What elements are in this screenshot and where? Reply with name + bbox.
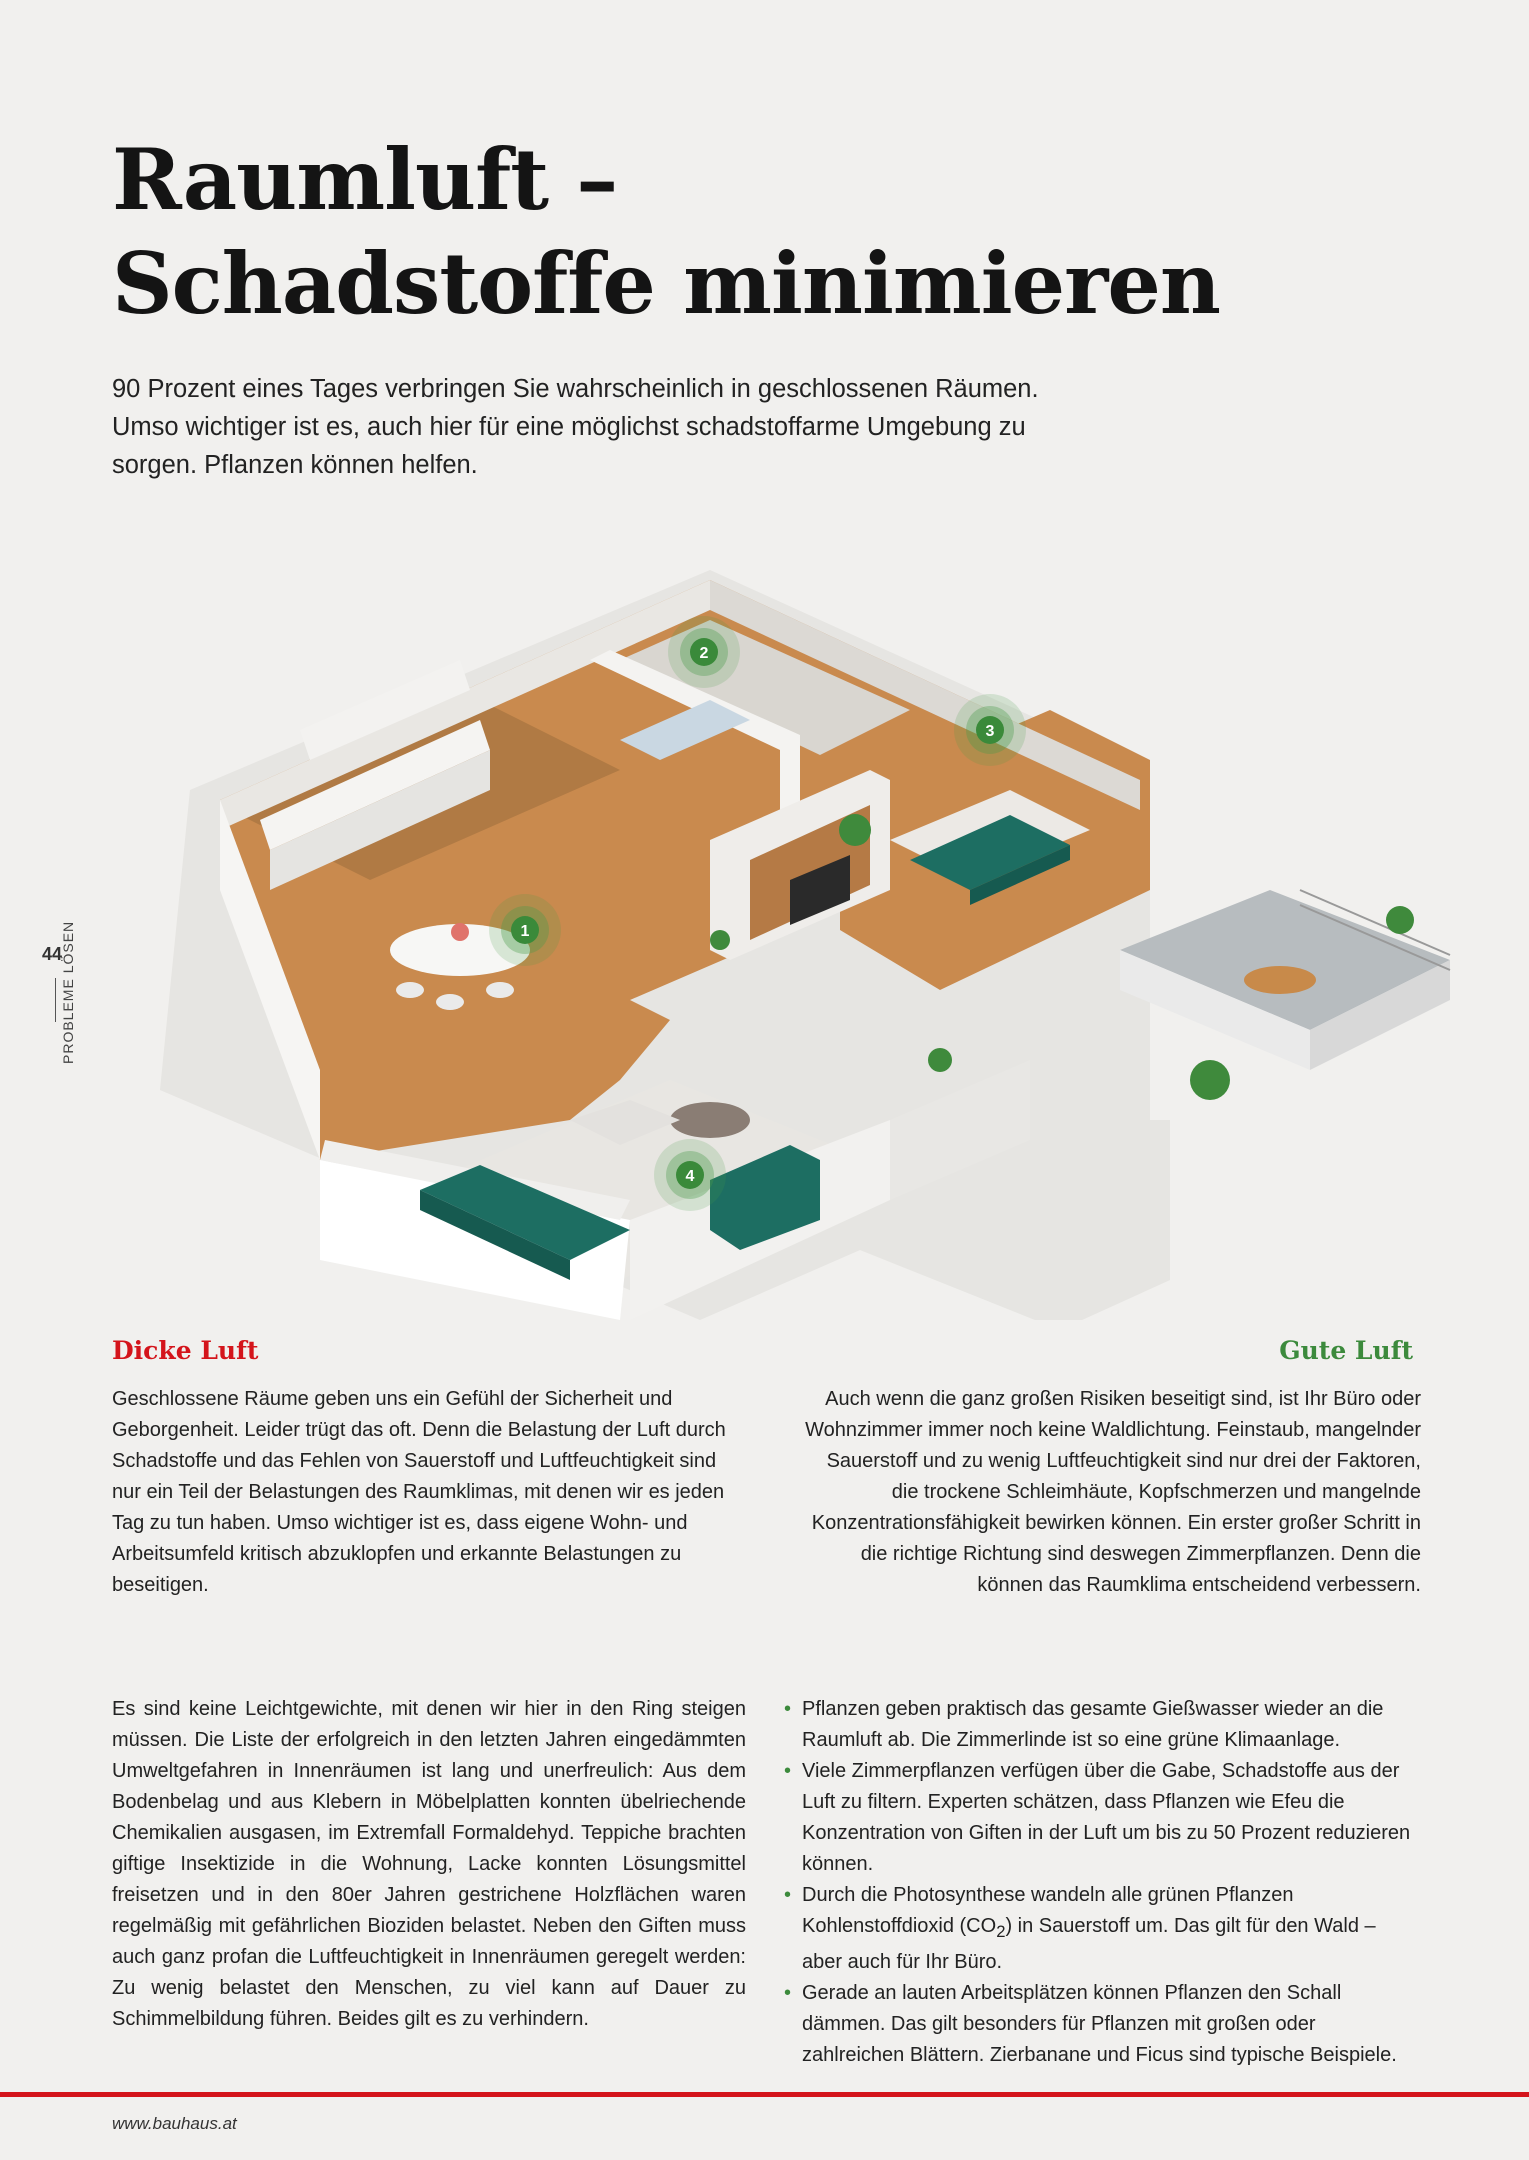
- lead-paragraph: 90 Prozent eines Tages verbringen Sie wahrscheinlich in geschlossenen Räumen. Umso wichtiger ist es, auch hier für eine möglichst schadstoffarme Umgebung zu sorgen. Pflanzen können helfen.: [112, 375, 1039, 479]
- list-item: • Gerade an lauten Arbeitsplätzen können Pflanzen den Schall dämmen. Das gilt besonders für Pflanzen mit großen oder zahlreichen Blättern. Zierbanane und Ficus sind typische Beispiele.: [784, 1978, 1420, 2071]
- pouf: [670, 1102, 750, 1138]
- bullet-icon: •: [784, 1982, 792, 2004]
- list-item: • Viele Zimmerpflanzen verfügen über die Gabe, Schadstoffe aus der Luft zu filtern. Experten schätzen, dass Pflanzen wie Efeu die Konzentration von Giften in der Luft um bis zu 50 Prozent reduzieren können.: [784, 1756, 1420, 1880]
- dicke-luft-intro: Geschlossene Räume geben uns ein Gefühl der Sicherheit und Geborgenheit. Leider trügt das oft. Denn die Belastung der Luft durch Schadstoffe und das Fehlen von Sauerstoff und Luftfeuchtigkeit sind nur ein Teil der Belastungen des Raumklimas, mit denen wir es jeden Tag zu tun haben. Umso wichtiger ist es, dass eigene Wohn- und Arbeitsumfeld kritisch abzuklopfen und erkannte Belastungen zu beseitigen.: [112, 1388, 726, 1596]
- marker-4: [654, 1139, 726, 1211]
- marker-1: [489, 894, 561, 966]
- list-item: • Durch die Photosynthese wandeln alle grünen Pflanzen Kohlenstoffdioxid $(CO_2)$ in Sauerstoff um. Das gilt für den Wald – aber auch für Ihr Büro.: [784, 1880, 1420, 1978]
- gute-luft-intro: Auch wenn die ganz großen Risiken beseitigt sind, ist Ihr Büro oder Wohnzimmer immer noch keine Waldlichtung. Feinstaub, mangelnder Sauerstoff und zu wenig Luftfeuchtigkeit sind nur drei der Faktoren, die trockene Schleimhäute, Kopfschmerzen und mangelnde Konzentrationsfähigkeit bewirken können. Ein erster großer Schritt in die richtige Richtung sind deswegen Zimmerpflanzen. Denn die können das Raumklima entscheidend verbessern.: [805, 1388, 1421, 1596]
- title-line-2: Schadstoffe minimieren: [112, 234, 1220, 333]
- list-item: • Pflanzen geben praktisch das gesamte Gießwasser wieder an die Raumluft ab. Die Zimmerlinde ist so eine grüne Klimaanlage.: [784, 1694, 1420, 1756]
- footer-divider: [0, 2092, 1529, 2097]
- dicke-luft-body: Es sind keine Leichtgewichte, mit denen wir hier in den Ring steigen müssen. Die Liste der erfolgreich in den letzten Jahren eingedämmten Umweltgefahren in Innenräumen ist lang und unerfreulich: Aus dem Bodenbelag und aus Klebern in Möbelplatten konnten übelriechende Chemikalien ausgasen, im Extremfall Formaldehyd. Teppiche brachten giftige Insektizide in die Wohnung, Lacke konnten Lösungsmittel freisetzen und in den 80er Jahren gestrichene Holzflächen waren regelmäßig mit gefährlichen Bioziden belastet. Neben den Giften muss auch ganz profan die Luftfeuchtigkeit in Innenräumen geregelt werden: Zu wenig belastet den Menschen, zu viel kann auf Dauer zu Schimmelbildung führen. Beides gilt es zu verhindern.: [112, 1698, 746, 2030]
- section-label: PROBLEME LÖSEN: [60, 920, 76, 1064]
- side-divider: [55, 978, 56, 1022]
- svg-text:4: 4: [685, 1168, 695, 1185]
- title-line-1: Raumluft –: [112, 130, 618, 229]
- apartment-illustration: [150, 560, 1470, 1320]
- plant-balcony-2: [1386, 906, 1414, 934]
- bullet-icon: •: [784, 1698, 792, 1720]
- plant-balcony: [1190, 1060, 1230, 1100]
- svg-text:2: 2: [699, 645, 709, 662]
- apartment-floorplan-3d: [150, 560, 1470, 1320]
- page-title: [112, 128, 1412, 336]
- heading-gute-luft: Gute Luft: [1279, 1336, 1413, 1365]
- marker-3: [954, 694, 1026, 766]
- heading-dicke-luft: Dicke Luft: [112, 1336, 259, 1365]
- marker-2: [668, 616, 740, 688]
- svg-text:1: 1: [520, 923, 530, 940]
- svg-text:3: 3: [985, 723, 995, 740]
- page-number: 44: [42, 944, 63, 964]
- footer-url[interactable]: www.bauhaus.at: [112, 2114, 237, 2133]
- plant-bath: [839, 814, 871, 846]
- bullet-icon: •: [784, 1760, 792, 1782]
- gute-luft-bullets: [784, 1694, 1420, 2071]
- bullet-icon: •: [784, 1884, 792, 1906]
- plant-living: [928, 1048, 952, 1072]
- balcony-table: [1244, 966, 1316, 994]
